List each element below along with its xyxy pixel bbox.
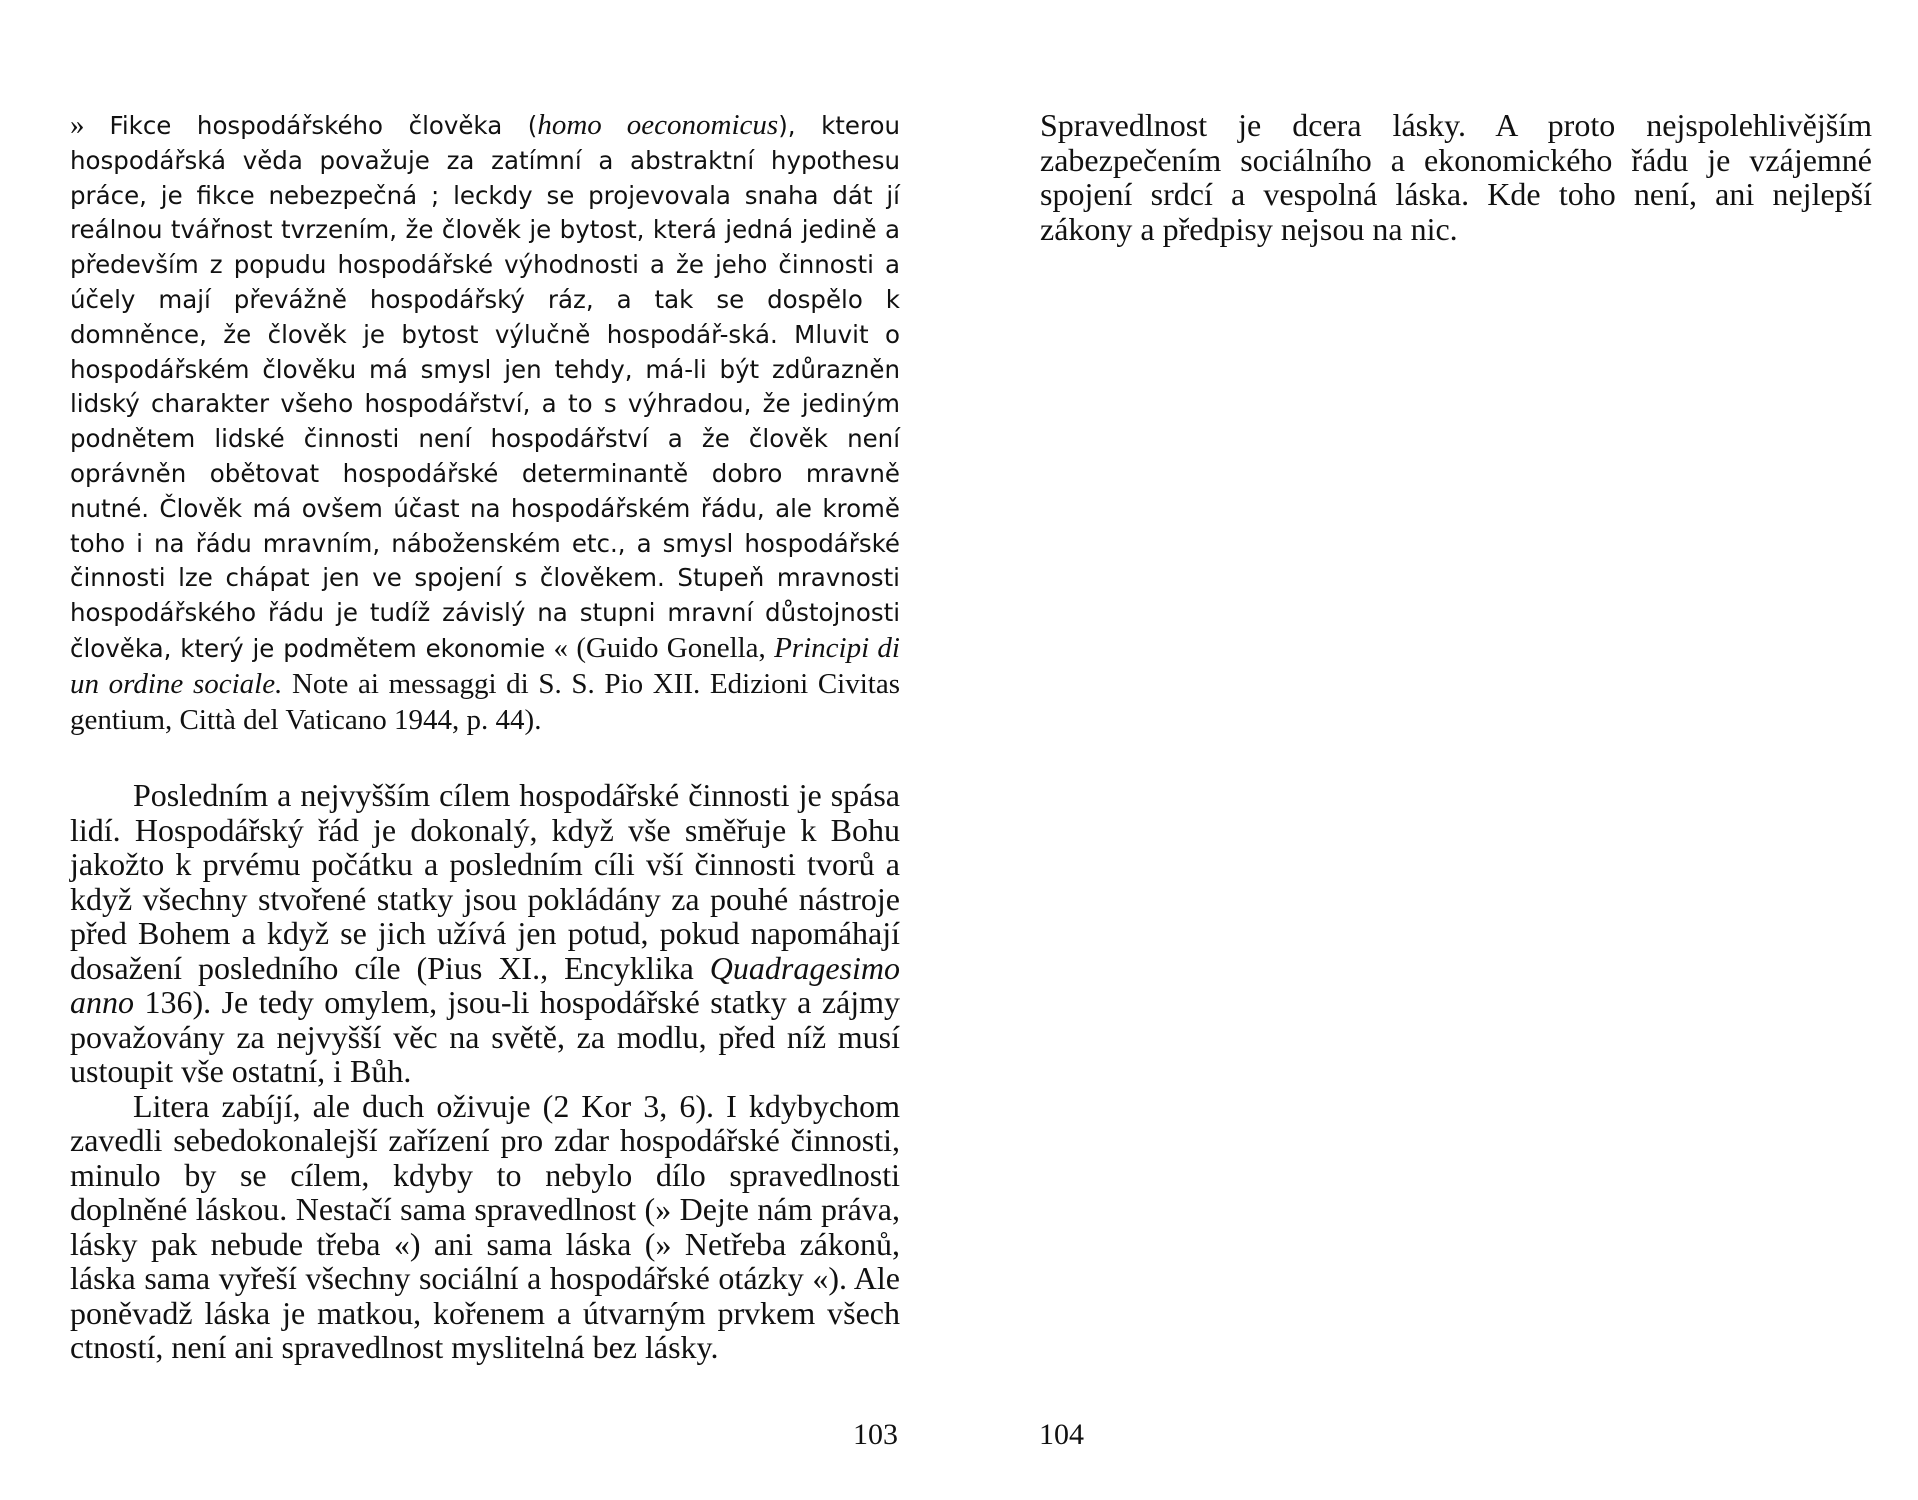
page-number-left: 103 (853, 1418, 898, 1451)
quote-open-mark: » (70, 109, 110, 141)
quote-italic-term: homo oeconomicus (537, 109, 779, 141)
paragraph-salvation-text-end: 136). Je tedy omylem, jsou-li hospodářské statky a zájmy považovány za nejvyšší věc na světě, za modlu, před níž musí ustoupit vše ostatní, i Bůh. (70, 984, 900, 1090)
encyclical-title: Quadragesimo anno (70, 949, 900, 1021)
right-page (959, 0, 1918, 1500)
right-text-column (1040, 108, 1872, 246)
quote-text-start: Fikce hospodářského člověka ( (109, 111, 538, 140)
citation-text: (Guido Gonella, (576, 631, 775, 664)
left-text-column (70, 108, 900, 1365)
quote-close-mark: « (545, 631, 577, 664)
paragraph-justice: Spravedlnost je dcera lásky. A proto nejspolehlivějším zabezpečením sociálního a ekonomického řádu je vzájemné spojení srdcí a vespolná láska. Kde toho není, ani nejlepší zákony a předpisy nejsou na nic. (1040, 107, 1872, 247)
citation-text-end: Note ai messaggi di S. S. Pio XII. Edizioni Civitas gentium, Città del Vaticano 1944, p. 44). (70, 667, 901, 736)
paragraph-salvation (70, 778, 900, 1089)
page-number-right: 104 (1039, 1418, 1084, 1451)
citation-italic-title: Principi di un ordine sociale. (70, 631, 900, 700)
quoted-passage (70, 108, 900, 738)
quote-text-body: ), kterou hospodářská věda považuje za zatímní a abstraktní hypothesu práce, je fikce nebezpečná ; leckdy se projevovala snaha dát jí reálnou tvářnost tvrzením, že člověk je bytost, která jedná jedině a především z popudu hospodářské výhodnosti a že jeho činnosti a účely mají převážně hospodářský ráz, a tak se dospělo k domněnce, že člověk je bytost výlučně hospodář-ská. Mluvit o hospodářském člověku má smysl jen tehdy, má-li být zdůrazněn lidský charakter všeho hospodářství, a to s výhradou, že jediným podnětem lidské činnosti není hospodářství a že člověk není oprávněn obětovat hospodářské determinantě dobro mravně nutné. Člověk má ovšem účast na hospodářském řádu, ale kromě toho i na řádu mravním, náboženském etc., a smysl hospodářské činnosti lze chápat jen ve spojení s člověkem. Stupeň mravnosti hospodářského řádu je tudíž závislý na stupni mravní důstojnosti člověka, který je podmětem ekonomie (70, 111, 901, 663)
paragraph-letter-kills: Litera zabíjí, ale duch oživuje (2 Kor 3, 6). I kdybychom zavedli sebedokonalejší zařízení pro zdar hospodářské činnosti, minulo by se cílem, kdyby to nebylo dílo spravedlnosti doplněné láskou. Nestačí sama spravedlnost (» Dejte nám práva, lásky pak nebude třeba «) ani sama láska (» Netřeba zákonů, láska sama vyřeší všechny sociální a hospodářské otázky «). Ale poněvadž láska je matkou, kořenem a útvarným prvkem všech ctností, není ani spravedlnost myslitelná bez lásky. (70, 1087, 900, 1366)
paragraph-salvation-text: Posledním a nejvyšším cílem hospodářské činnosti je spása lidí. Hospodářský řád je dokonalý, když vše směřuje k Bohu jakožto k prvému počátku a posledním cíli vší činnosti tvorů a když všechny stvořené statky jsou pokládány za pouhé nástroje před Bohem a když se jich užívá jen potud, pokud napomáhají dosažení posledního cíle (Pius XI., Encyklika (70, 777, 900, 986)
